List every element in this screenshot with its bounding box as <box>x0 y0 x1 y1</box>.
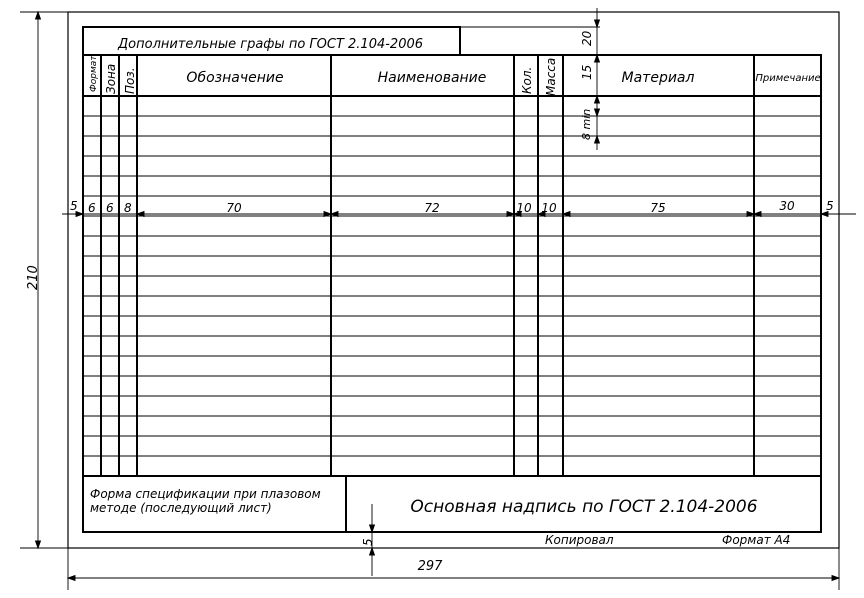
arrow-bottom-margin-top <box>370 525 375 532</box>
arrow-height-bottom <box>36 541 41 548</box>
arrow-height-top <box>36 12 41 19</box>
arrow-width-right <box>832 576 839 581</box>
dim-material: 75 <box>650 201 666 215</box>
copied-label: Копировал <box>545 533 614 547</box>
format-label: Формат А4 <box>722 533 791 547</box>
dim-zone: 6 <box>106 201 114 215</box>
col-header-qty: Кол. <box>520 66 534 94</box>
title-block-label: Основная надпись по ГОСТ 2.104-2006 <box>410 497 758 517</box>
col-header-designation: Обозначение <box>186 70 284 86</box>
arrow-header-bottom <box>595 96 600 103</box>
dim-mass: 10 <box>541 201 557 215</box>
dim-sheet-width: 297 <box>417 559 443 574</box>
dim-right-margin: 5 <box>826 199 834 213</box>
arrow-row-bottom <box>595 136 600 143</box>
dim-bottom-margin: 5 <box>361 538 375 546</box>
col-header-format: Формат <box>89 55 99 92</box>
col-header-zone: Зона <box>104 63 118 94</box>
dim-sheet-height: 210 <box>26 265 41 290</box>
dim-pos: 8 <box>124 201 132 215</box>
drawing-frame <box>83 55 821 532</box>
dim-row-height: 8 min <box>580 108 593 140</box>
col-header-name: Наименование <box>377 70 487 86</box>
col-header-note: Примечание <box>755 73 821 84</box>
sheet-outline <box>68 12 839 548</box>
arrow-row-top <box>595 109 600 116</box>
dim-name: 72 <box>424 201 440 215</box>
top-label: Дополнительные графы по ГОСТ 2.104-2006 <box>118 37 424 52</box>
col-header-mass: Масса <box>544 57 558 96</box>
arrow-bottom-margin-bottom <box>370 548 375 555</box>
column-lines <box>101 55 754 476</box>
dim-note: 30 <box>779 199 795 213</box>
form-note-line-2: методе (последующий лист) <box>90 501 272 515</box>
dim-top-offset: 20 <box>580 30 594 46</box>
dim-format: 6 <box>88 201 96 215</box>
dim-left-margin: 5 <box>70 199 78 213</box>
arrow-header-top <box>595 55 600 62</box>
dim-designation: 70 <box>226 201 242 215</box>
arrow-top-offset <box>595 20 600 27</box>
arrow-width-left <box>68 576 75 581</box>
col-header-pos: Поз. <box>123 67 137 94</box>
row-lines <box>83 116 821 456</box>
dim-header-height: 15 <box>580 64 594 80</box>
form-note-line-1: Форма спецификации при плазовом <box>90 487 321 501</box>
dim-qty: 10 <box>516 201 532 215</box>
col-header-material: Материал <box>621 70 695 86</box>
